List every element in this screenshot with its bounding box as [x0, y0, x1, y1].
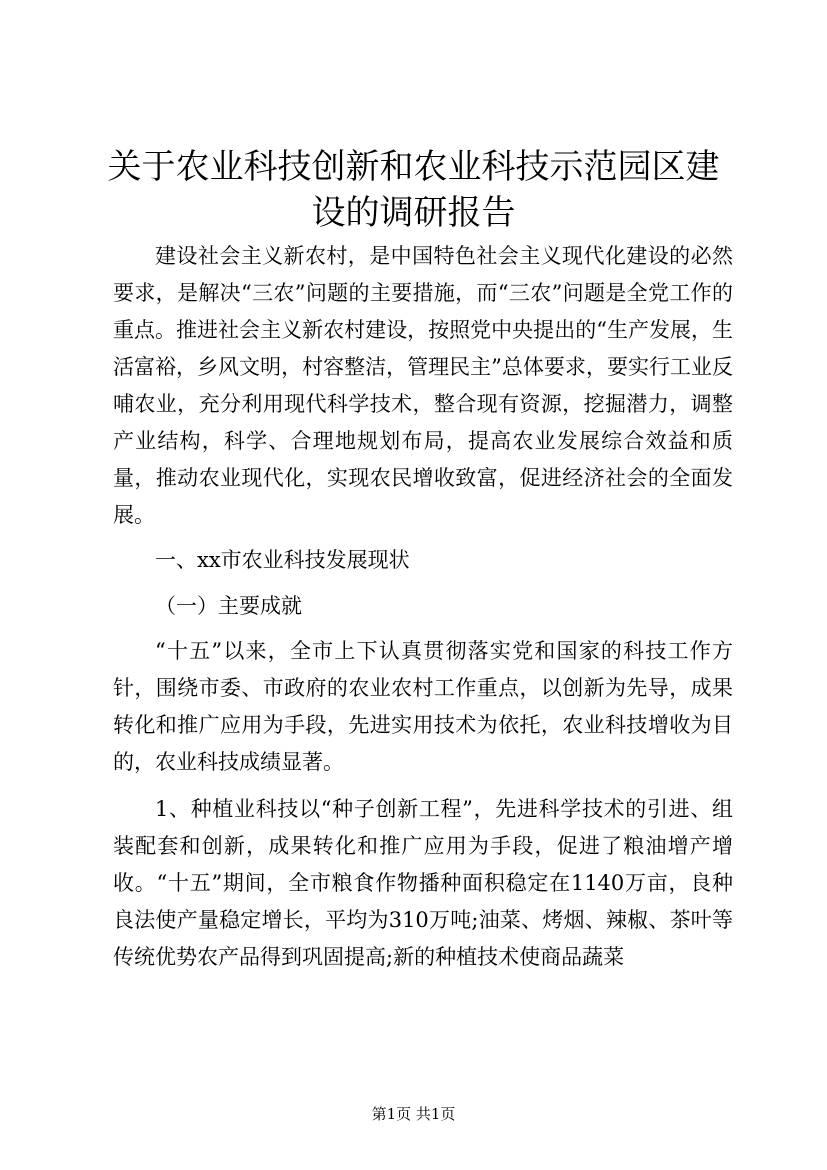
- planting-paragraph: 1、种植业科技以“种子创新工程”，先进科学技术的引进、组装配套和创新，成果转化和推广应用为手段，促进了粮油增产增收。“十五”期间，全市粮食作物播种面积稳定在1140万亩，良种良法使产量稳定增长，平均为310万吨;油菜、烤烟、辣椒、茶叶等传统优势农产品得到巩固提高;新的种植技术使商品蔬菜: [113, 797, 733, 969]
- subsection-heading: （一）主要成就: [155, 594, 302, 618]
- achievements-paragraph: “十五”以来，全市上下认真贯彻落实党和国家的科技工作方针，围绕市委、市政府的农业农村工作重点，以创新为先导，成果转化和推广应用为手段，先进实用技术为依托，农业科技增收为目的，农业科技成绩显著。: [113, 639, 733, 774]
- document-title: 关于农业科技创新和农业科技示范园区建设的调研报告: [107, 147, 720, 233]
- section-heading: 一、xx市农业科技发展现状: [155, 548, 410, 572]
- page-number-footer: 第1页 共1页: [371, 1105, 456, 1123]
- intro-paragraph: 建设社会主义新农村，是中国特色社会主义现代化建设的必然要求，是解决“三农”问题的主要措施，而“三农”问题是全党工作的重点。推进社会主义新农村建设，按照党中央提出的“生产发展，生活富裕，乡风文明，村容整洁，管理民主”总体要求，要实行工业反哺农业，充分利用现代科学技术，整合现有资源，挖掘潜力，调整产业结构，科学、合理地规划布局，提高农业发展综合效益和质量，推动农业现代化，实现农民增收致富，促进经济社会的全面发展。: [113, 244, 733, 527]
- document-body: [113, 238, 733, 976]
